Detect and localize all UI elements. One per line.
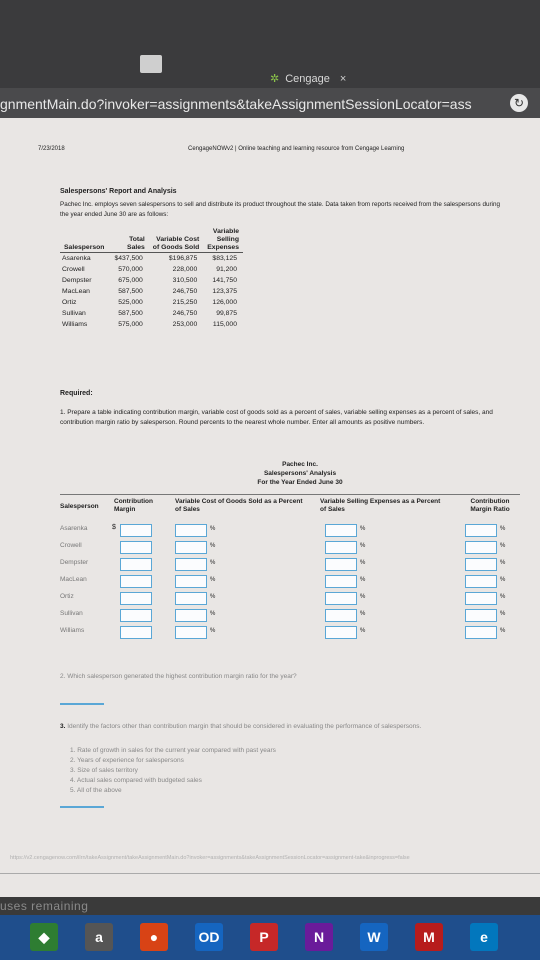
divider [60,494,520,495]
vs-pct-input[interactable] [325,626,357,639]
vc-pct-input[interactable] [175,626,207,639]
cmr-input[interactable] [465,524,497,537]
cmr-input[interactable] [465,626,497,639]
option-item: 5. All of the above [70,787,122,794]
analysis-col-cm: Contribution Margin [114,498,153,513]
cell-selling: 115,000 [212,321,237,328]
start-icon[interactable]: ◆ [30,923,58,951]
cell-selling: $83,125 [212,255,237,262]
analysis-row [60,522,520,538]
analysis-col-vc: Variable Cost of Goods Sold as a Percent of Sales [175,498,303,513]
cmr-input[interactable] [465,575,497,588]
pct-sign: % [210,611,216,617]
refresh-icon[interactable]: ↻ [510,94,528,112]
analysis-row [60,556,520,572]
pct-sign: % [210,526,216,532]
option-item: 4. Actual sales compared with budgeted sales [70,777,202,784]
cmr-input[interactable] [465,541,497,554]
cell-cogs: 228,000 [172,266,198,273]
vs-pct-input[interactable] [325,524,357,537]
amazon-icon[interactable]: a [85,923,113,951]
pct-sign: % [500,577,506,583]
col-head-cogs-1: Variable Cost [156,236,200,243]
table-row [60,253,243,265]
cell-name: MacLean [62,288,90,295]
row-name: Sullivan [60,610,83,617]
cell-sales: 675,000 [118,277,143,284]
cm-input[interactable] [120,575,152,588]
cmr-input[interactable] [465,558,497,571]
address-bar[interactable] [0,88,540,118]
cell-selling: 126,000 [212,299,237,306]
col-head-sales-1: Total [129,236,145,243]
col-head-vse-2: Selling [216,236,239,243]
vs-pct-input[interactable] [325,541,357,554]
cell-name: Asarenka [62,255,91,262]
question-3-text: Identify the factors other than contribution margin that should be considered in evaluating the performance of salespersons. [67,723,422,730]
pct-sign: % [360,526,366,532]
option-item: 1. Rate of growth in sales for the current year compared with past years [70,747,276,754]
edge-icon[interactable]: e [470,923,498,951]
cell-cogs: 246,750 [172,288,198,295]
pct-sign: % [500,526,506,532]
option-item: 3. Size of sales territory [70,767,138,774]
cell-name: Williams [62,321,88,328]
table-row [60,308,243,319]
mcafee-icon[interactable]: M [415,923,443,951]
uses-remaining: uses remaining [0,897,540,915]
divider [0,873,540,874]
browser-tab[interactable] [270,70,400,88]
cell-sales: 587,500 [118,310,143,317]
url-text[interactable]: gnmentMain.do?invoker=assignments&takeAssignmentSessionLocator=ass [0,96,472,112]
analysis-title-period: For the Year Ended June 30 [257,479,343,486]
chrome-icon[interactable]: ● [140,923,168,951]
question-2-dropdown[interactable] [60,703,104,705]
pct-sign: % [500,611,506,617]
pct-sign: % [210,628,216,634]
analysis-col-vs: Variable Selling Expenses as a Percent of Sales [320,498,441,513]
question-3-dropdown[interactable] [60,806,104,808]
cell-cogs: 246,750 [172,310,198,317]
vc-pct-input[interactable] [175,558,207,571]
cm-input[interactable] [120,609,152,622]
cm-input[interactable] [120,524,152,537]
row-name: Williams [60,627,85,634]
required-heading: Required: [60,390,93,397]
problem-title: Salespersons' Report and Analysis [60,188,177,195]
pct-sign: % [500,594,506,600]
row-name: Dempster [60,559,89,566]
cell-selling: 123,375 [212,288,237,295]
cell-sales: 575,000 [118,321,143,328]
powerpoint-icon[interactable]: P [250,923,278,951]
col-head-vse-3: Expenses [203,244,243,253]
cell-cogs: 215,250 [172,299,198,306]
pct-sign: % [360,577,366,583]
pct-sign: % [360,611,366,617]
vs-pct-input[interactable] [325,609,357,622]
cell-selling: 99,875 [216,310,237,317]
cell-name: Ortiz [62,299,77,306]
table-row [60,319,243,330]
browser-topbar [0,0,540,88]
cm-input[interactable] [120,541,152,554]
cell-cogs: $196,875 [168,255,198,262]
vs-pct-input[interactable] [325,558,357,571]
word-icon[interactable]: W [360,923,388,951]
row-name: MacLean [60,576,87,583]
col-head-salesperson: Salesperson [60,244,108,253]
question-2: 2. Which salesperson generated the highest contribution margin ratio for the year? [60,673,297,680]
cell-sales: 570,000 [118,266,143,273]
vs-pct-input[interactable] [325,592,357,605]
question-3-number: 3. [60,723,66,730]
pct-sign: % [360,543,366,549]
analysis-title-report: Salespersons' Analysis [263,470,337,477]
tab-close-icon[interactable]: × [339,73,347,85]
table-row [60,297,243,308]
brand-line: CengageNOWv2 | Online teaching and learning resource from Cengage Learning [188,146,405,152]
cell-name: Dempster [62,277,92,284]
vc-pct-input[interactable] [175,575,207,588]
question-3 [60,722,510,732]
onenote-icon[interactable]: N [305,923,333,951]
onedrive-icon[interactable]: OD [195,923,223,951]
table-row [60,264,243,275]
cell-sales: 525,000 [118,299,143,306]
col-head-vse-1: Variable [212,228,239,235]
pct-sign: % [210,560,216,566]
analysis-col-salesperson: Salesperson [60,503,99,510]
row-name: Ortiz [60,593,74,600]
analysis-row [60,624,520,640]
cmr-input[interactable] [465,609,497,622]
instruction-1: 1. Prepare a table indicating contribution margin, variable cost of goods sold as a percent of sales, variable selling expenses as a percent of sales, and contribution margin ratio by salesperson. Round percents to the nearest whole number. Enter all amounts as positive numbers. [60,409,493,426]
cell-name: Crowell [62,266,85,273]
cell-name: Sullivan [62,310,86,317]
analysis-row [60,590,520,606]
row-name: Asarenka [60,525,88,532]
footer-url: https://v2.cengagenow.com/ilrn/takeAssignment/takeAssignmentMain.do?invoker=assignments&takeAssignmentSessionLocator=assignment-take&inprogress=false [10,855,410,861]
row-name: Crowell [60,542,82,549]
cell-selling: 141,750 [212,277,237,284]
cmr-input[interactable] [465,592,497,605]
problem-intro: Pachec Inc. employs seven salespersons to sell and distribute its product throughout the state. Data taken from reports received from the salespersons during the year ended June 30 are as follows: [60,201,500,218]
pct-sign: % [500,543,506,549]
cell-selling: 91,200 [216,266,237,273]
col-head-sales-2: Sales [108,244,148,253]
cell-cogs: 310,500 [172,277,198,284]
pct-sign: % [360,594,366,600]
page-header [38,142,518,156]
analysis-row [60,607,520,623]
analysis-col-cr: Contribution Margin Ratio [470,498,510,513]
analysis-title [230,460,370,487]
pct-sign: % [500,628,506,634]
cell-sales: $437,500 [114,255,143,262]
question-3-options [70,746,276,796]
analysis-title-company: Pachec Inc. [282,461,318,468]
dollar-sign: $ [112,524,116,531]
pct-sign: % [500,560,506,566]
sales-data-table [60,228,243,330]
col-head-cogs-2: of Goods Sold [149,244,203,253]
cm-input[interactable] [120,558,152,571]
cm-input[interactable] [120,592,152,605]
pct-sign: % [210,594,216,600]
assignment-page [0,118,540,898]
table-row [60,286,243,297]
print-date: 7/23/2018 [38,146,65,152]
analysis-row [60,539,520,555]
vc-pct-input[interactable] [175,592,207,605]
cm-input[interactable] [120,626,152,639]
pct-sign: % [210,577,216,583]
vc-pct-input[interactable] [175,524,207,537]
cell-sales: 587,500 [118,288,143,295]
cengage-tab-icon: ✲ [270,73,280,85]
vc-pct-input[interactable] [175,609,207,622]
analysis-row [60,573,520,589]
pct-sign: % [210,543,216,549]
vc-pct-input[interactable] [175,541,207,554]
tab-title: Cengage [285,73,330,85]
table-row [60,275,243,286]
taskbar [0,915,540,960]
pct-sign: % [360,628,366,634]
vs-pct-input[interactable] [325,575,357,588]
pct-sign: % [360,560,366,566]
app-window-icon[interactable] [140,55,162,73]
option-item: 2. Years of experience for salespersons [70,757,184,764]
cell-cogs: 253,000 [172,321,198,328]
